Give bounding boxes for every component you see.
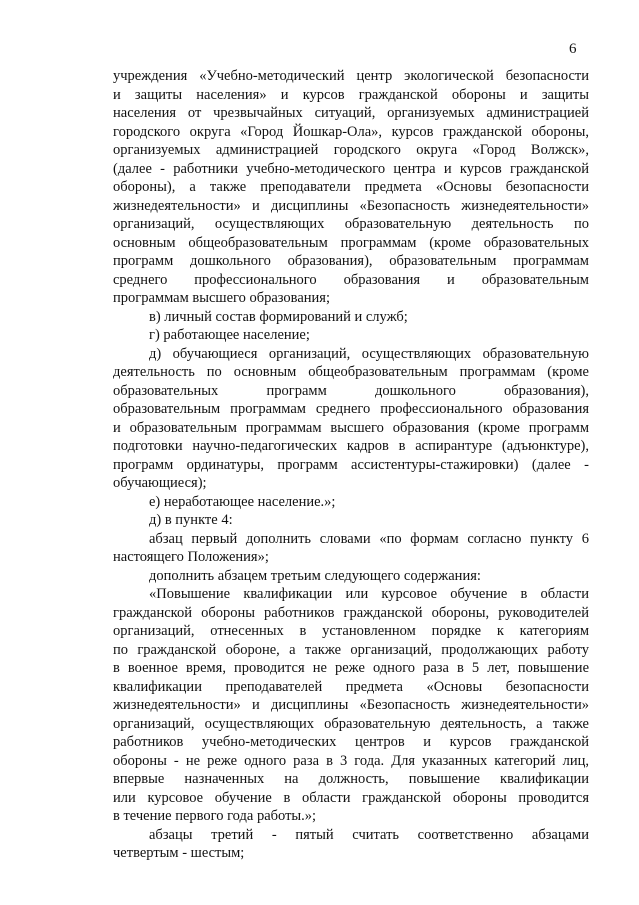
text-line: организаций, осуществляющих образовательную деятельность по — [113, 216, 589, 232]
text-line: учреждения «Учебно-методический центр экологической безопасности — [113, 68, 589, 84]
text-line: «Повышение квалификации или курсовое обучение в области — [149, 586, 589, 602]
list-item: г) работающее население; — [149, 327, 310, 343]
text-line: квалификации преподавателей предмета «Основы безопасности — [113, 678, 589, 695]
text-line: образовательных программ дошкольного образования), — [113, 382, 589, 399]
text-line: программ дошкольного образования), образовательным программам — [113, 253, 589, 269]
text-line: обороны - не реже одного раза в 3 года. Для указанных категорий лиц, — [113, 752, 589, 769]
text-line: гражданской обороны работников гражданской обороны, руководителей — [113, 604, 589, 621]
text-line: обучающиеся); — [113, 475, 207, 491]
text-line: жизнедеятельности» и дисциплины «Безопасность жизнедеятельности» — [113, 697, 589, 713]
text-line: впервые назначенных на должность, повышение квалификации — [113, 771, 589, 787]
text-line: городского округа «Город Йошкар-Ола», курсов гражданской обороны, — [113, 123, 589, 140]
text-line: подготовки научно-педагогических кадров в аспирантуре (адъюнктуре), — [113, 438, 589, 454]
text-line: жизнедеятельности» и дисциплины «Безопасность жизнедеятельности» — [113, 197, 589, 214]
text-line: или курсовое обучение в области гражданской обороны проводится — [113, 789, 589, 806]
text-line: организаций, осуществляющих образовательную деятельность, а также — [113, 715, 589, 732]
text-line: населения от чрезвычайных ситуаций, организуемых администрацией — [113, 105, 589, 121]
text-line: и защиты населения» и курсов гражданской обороны и защиты — [113, 86, 589, 103]
text-line: абзац первый дополнить словами «по формам согласно пункту 6 — [149, 530, 589, 547]
text-line: по гражданской обороне, а также организаций, продолжающих работу — [113, 641, 589, 658]
list-item: в) личный состав формирований и служб; — [149, 308, 408, 325]
list-item: е) неработающее население.»; — [149, 493, 336, 510]
text-line: основным общеобразовательным программам (кроме образовательных — [113, 234, 589, 251]
text-line: и образовательным программам высшего образования (кроме программ — [113, 419, 589, 436]
text-line: работников учебно-методических центров и курсов гражданской — [113, 734, 589, 750]
text-line: настоящего Положения»; — [113, 549, 269, 565]
text-line: в военное время, проводится не реже одного раза в 5 лет, повышение — [113, 660, 589, 676]
list-item: д) обучающиеся организаций, осуществляющих образовательную — [149, 345, 589, 362]
text-line: организаций, отнесенных в установленном порядке к категориям — [113, 623, 589, 639]
text-line: организуемых администрацией городского округа «Город Волжск», — [113, 142, 589, 158]
text-line: среднего профессионального образования и образовательным — [113, 271, 589, 288]
body-text — [113, 67, 589, 863]
text-line: образовательным программам среднего профессионального образования — [113, 401, 589, 417]
text-line: программ ординатуры, программ ассистентуры-стажировки) (далее - — [113, 456, 589, 473]
text-line: деятельность по основным общеобразовательным программам (кроме — [113, 364, 589, 380]
text-line: программам высшего образования; — [113, 290, 330, 306]
text-line: в течение первого года работы.»; — [113, 808, 317, 824]
text-line: дополнить абзацем третьим следующего содержания: — [149, 567, 481, 584]
text-line: (далее - работники учебно-методического центра и курсов гражданской — [113, 160, 589, 177]
text-line: абзацы третий - пятый считать соответственно абзацами — [149, 826, 589, 843]
text-line: д) в пункте 4: — [149, 512, 233, 528]
text-line: обороны), а также преподаватели предмета «Основы безопасности — [113, 179, 589, 195]
page-number: 6 — [569, 41, 577, 57]
text-line: четвертым - шестым; — [113, 845, 245, 861]
